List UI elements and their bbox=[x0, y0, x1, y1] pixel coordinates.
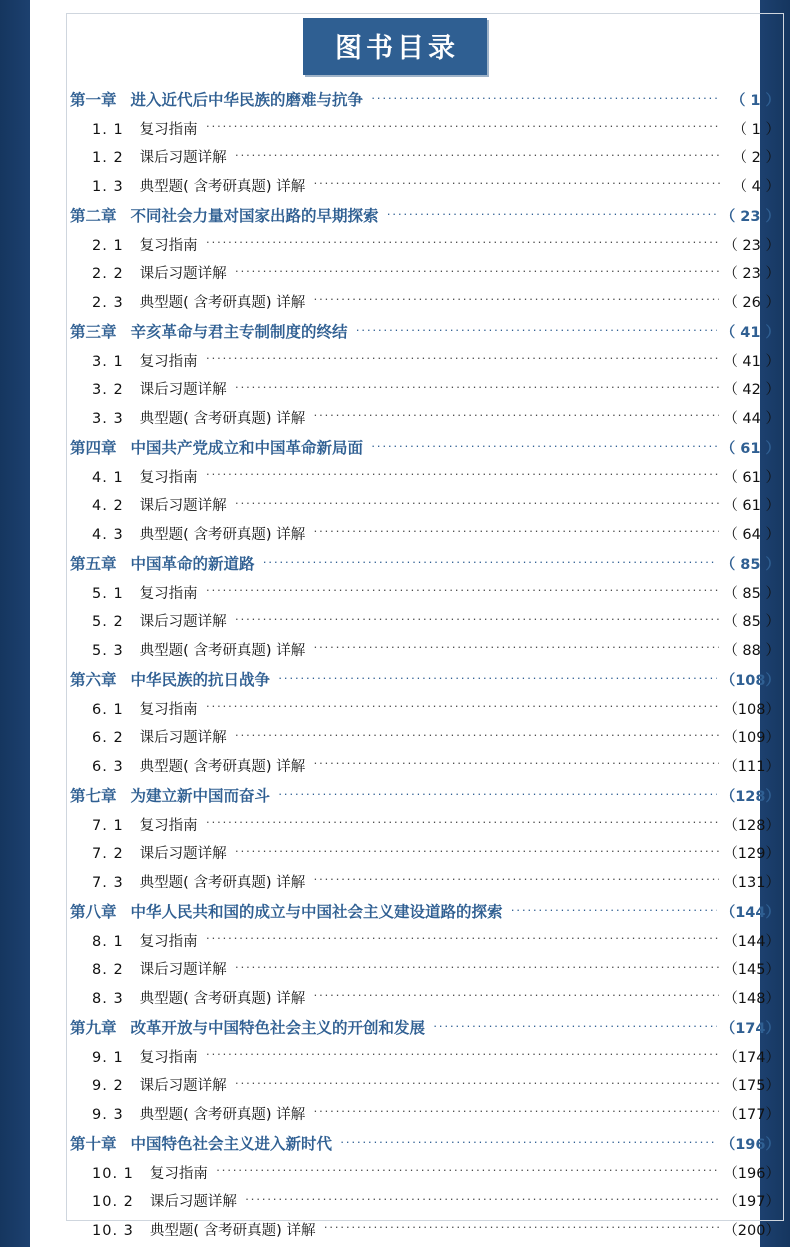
section-number: 1. 2 bbox=[92, 150, 124, 166]
dot-leader bbox=[313, 1103, 719, 1119]
toc-section-row[interactable] bbox=[70, 814, 780, 834]
section-title: 典型题( 含考研真题) 详解 bbox=[139, 410, 306, 427]
toc-section-row[interactable] bbox=[70, 639, 780, 659]
toc-section-row[interactable] bbox=[70, 1219, 780, 1239]
dot-leader bbox=[235, 610, 720, 626]
section-title: 典型题( 含考研真题) 详解 bbox=[139, 526, 306, 543]
section-page-number: （144） bbox=[723, 933, 780, 950]
chapter-page-number: （ 41 ） bbox=[720, 325, 780, 341]
dot-leader bbox=[235, 1074, 720, 1090]
section-title: 复习指南 bbox=[139, 353, 198, 370]
toc-chapter-row[interactable] bbox=[70, 553, 780, 573]
section-page-number: （129） bbox=[723, 846, 780, 862]
dot-leader bbox=[313, 755, 719, 771]
section-number: 4. 1 bbox=[92, 469, 124, 486]
dot-leader bbox=[206, 930, 720, 946]
section-page-number: （ 41 ） bbox=[723, 353, 780, 370]
chapter-title: 中华人民共和国的成立与中国社会主义建设道路的探索 bbox=[130, 903, 503, 921]
toc-chapter-row[interactable] bbox=[70, 785, 780, 805]
section-title: 课后习题详解 bbox=[139, 730, 227, 746]
toc-section-row[interactable] bbox=[70, 698, 780, 718]
section-page-number: （174） bbox=[723, 1049, 780, 1066]
dot-leader bbox=[235, 262, 720, 278]
toc-section-row[interactable] bbox=[70, 523, 780, 543]
chapter-title: 中国革命的新道路 bbox=[130, 555, 255, 573]
chapter-page-number: （108） bbox=[720, 673, 780, 689]
toc-section-row[interactable] bbox=[70, 494, 780, 514]
toc-chapter-row[interactable] bbox=[70, 1133, 780, 1153]
chapter-title: 不同社会力量对国家出路的早期探索 bbox=[130, 207, 379, 225]
dot-leader bbox=[340, 1133, 717, 1149]
section-number: 3. 3 bbox=[92, 410, 124, 427]
section-page-number: （148） bbox=[723, 990, 780, 1007]
toc-section-row[interactable] bbox=[70, 1162, 780, 1182]
chapter-title: 改革开放与中国特色社会主义的开创和发展 bbox=[130, 1019, 426, 1037]
chapter-title: 进入近代后中华民族的磨难与抗争 bbox=[130, 91, 364, 109]
dot-leader bbox=[206, 466, 720, 482]
section-number: 10. 3 bbox=[92, 1222, 134, 1239]
dot-leader bbox=[206, 118, 720, 134]
dot-leader bbox=[313, 407, 719, 423]
section-page-number: （ 26 ） bbox=[723, 294, 780, 311]
section-number: 7. 2 bbox=[92, 846, 124, 862]
dot-leader bbox=[313, 523, 719, 539]
dot-leader bbox=[313, 987, 719, 1003]
section-number: 3. 1 bbox=[92, 353, 124, 370]
section-number: 7. 1 bbox=[92, 817, 124, 834]
paper-sheet bbox=[30, 0, 780, 1247]
toc-section-row[interactable] bbox=[70, 930, 780, 950]
dot-leader bbox=[511, 901, 717, 917]
section-number: 8. 1 bbox=[92, 933, 124, 950]
dot-leader bbox=[313, 639, 719, 655]
section-title: 典型题( 含考研真题) 详解 bbox=[139, 178, 306, 195]
chapter-label: 第八章 bbox=[70, 903, 117, 921]
chapter-title: 为建立新中国而奋斗 bbox=[130, 787, 271, 805]
dot-leader bbox=[263, 553, 717, 569]
dot-leader bbox=[371, 89, 720, 105]
section-page-number: （145） bbox=[723, 962, 780, 978]
dot-leader bbox=[433, 1017, 717, 1033]
section-page-number: （ 2 ） bbox=[732, 150, 780, 166]
toc-chapter-row[interactable] bbox=[70, 321, 780, 341]
dot-leader bbox=[313, 175, 720, 191]
section-page-number: （ 23 ） bbox=[723, 237, 780, 254]
toc-chapter-row[interactable] bbox=[70, 1017, 780, 1037]
dot-leader bbox=[206, 582, 720, 598]
section-title: 课后习题详解 bbox=[139, 382, 227, 398]
section-page-number: （200） bbox=[723, 1222, 780, 1239]
toc-section-row[interactable] bbox=[70, 262, 780, 282]
toc-section-row[interactable] bbox=[70, 378, 780, 398]
chapter-label: 第十章 bbox=[70, 1135, 117, 1153]
chapter-title: 中华民族的抗日战争 bbox=[130, 671, 271, 689]
section-number: 10. 2 bbox=[92, 1194, 134, 1210]
section-title: 复习指南 bbox=[139, 469, 198, 486]
section-number: 9. 1 bbox=[92, 1049, 124, 1066]
chapter-label: 第四章 bbox=[70, 439, 117, 457]
dot-leader bbox=[206, 814, 720, 830]
section-page-number: （111） bbox=[723, 758, 780, 775]
section-page-number: （ 23 ） bbox=[723, 266, 780, 282]
section-page-number: （ 1 ） bbox=[732, 121, 780, 138]
section-title: 复习指南 bbox=[139, 121, 198, 138]
section-number: 8. 2 bbox=[92, 962, 124, 978]
section-title: 典型题( 含考研真题) 详解 bbox=[139, 294, 306, 311]
section-number: 1. 3 bbox=[92, 178, 124, 195]
section-page-number: （175） bbox=[723, 1078, 780, 1094]
chapter-page-number: （144） bbox=[720, 905, 780, 921]
section-number: 5. 2 bbox=[92, 614, 124, 630]
section-title: 课后习题详解 bbox=[139, 150, 227, 166]
dot-leader bbox=[356, 321, 717, 337]
section-page-number: （ 42 ） bbox=[723, 382, 780, 398]
section-title: 复习指南 bbox=[139, 701, 198, 718]
section-page-number: （ 61 ） bbox=[723, 498, 780, 514]
section-page-number: （131） bbox=[723, 874, 780, 891]
chapter-page-number: （ 1 ） bbox=[730, 93, 780, 109]
chapter-label: 第一章 bbox=[70, 91, 117, 109]
toc-chapter-row[interactable] bbox=[70, 205, 780, 225]
dot-leader bbox=[206, 698, 720, 714]
toc-section-row[interactable] bbox=[70, 1190, 780, 1210]
section-page-number: （ 85 ） bbox=[723, 585, 780, 602]
section-title: 课后习题详解 bbox=[139, 846, 227, 862]
toc-chapter-row[interactable] bbox=[70, 89, 780, 109]
chapter-label: 第七章 bbox=[70, 787, 117, 805]
page-title: 图书目录 bbox=[303, 18, 487, 75]
section-title: 课后习题详解 bbox=[139, 266, 227, 282]
toc-section-row[interactable] bbox=[70, 871, 780, 891]
section-title: 复习指南 bbox=[139, 237, 198, 254]
chapter-page-number: （174） bbox=[720, 1021, 780, 1037]
section-page-number: （ 4 ） bbox=[732, 178, 780, 195]
section-title: 典型题( 含考研真题) 详解 bbox=[139, 758, 306, 775]
dot-leader bbox=[313, 291, 719, 307]
chapter-page-number: （128） bbox=[720, 789, 780, 805]
section-number: 1. 1 bbox=[92, 121, 124, 138]
toc-section-row[interactable] bbox=[70, 1074, 780, 1094]
table-of-contents bbox=[70, 78, 780, 1240]
section-title: 典型题( 含考研真题) 详解 bbox=[139, 990, 306, 1007]
dot-leader bbox=[245, 1190, 719, 1206]
dot-leader bbox=[278, 669, 717, 685]
section-number: 7. 3 bbox=[92, 874, 124, 891]
toc-section-row[interactable] bbox=[70, 1046, 780, 1066]
dot-leader bbox=[278, 785, 717, 801]
toc-section-row[interactable] bbox=[70, 726, 780, 746]
section-number: 6. 1 bbox=[92, 701, 124, 718]
section-number: 4. 3 bbox=[92, 526, 124, 543]
section-page-number: （109） bbox=[723, 730, 780, 746]
section-number: 3. 2 bbox=[92, 382, 124, 398]
section-number: 5. 3 bbox=[92, 642, 124, 659]
toc-section-row[interactable] bbox=[70, 582, 780, 602]
section-title: 典型题( 含考研真题) 详解 bbox=[139, 642, 306, 659]
section-title: 复习指南 bbox=[149, 1165, 208, 1182]
dot-leader bbox=[235, 842, 720, 858]
section-page-number: （ 85 ） bbox=[723, 614, 780, 630]
chapter-label: 第九章 bbox=[70, 1019, 117, 1037]
toc-section-row[interactable] bbox=[70, 958, 780, 978]
chapter-label: 第二章 bbox=[70, 207, 117, 225]
dot-leader bbox=[387, 205, 717, 221]
toc-chapter-row[interactable] bbox=[70, 901, 780, 921]
toc-section-row[interactable] bbox=[70, 407, 780, 427]
section-page-number: （ 64 ） bbox=[723, 526, 780, 543]
chapter-page-number: （ 23 ） bbox=[720, 209, 780, 225]
dot-leader bbox=[323, 1219, 719, 1235]
chapter-label: 第三章 bbox=[70, 323, 117, 341]
toc-section-row[interactable] bbox=[70, 291, 780, 311]
section-title: 典型题( 含考研真题) 详解 bbox=[139, 1106, 306, 1123]
section-number: 2. 1 bbox=[92, 237, 124, 254]
chapter-label: 第五章 bbox=[70, 555, 117, 573]
section-number: 2. 2 bbox=[92, 266, 124, 282]
section-number: 4. 2 bbox=[92, 498, 124, 514]
section-number: 6. 3 bbox=[92, 758, 124, 775]
chapter-page-number: （196） bbox=[720, 1137, 780, 1153]
section-title: 复习指南 bbox=[139, 1049, 198, 1066]
section-page-number: （177） bbox=[723, 1106, 780, 1123]
dot-leader bbox=[371, 437, 717, 453]
toc-chapter-row[interactable] bbox=[70, 437, 780, 457]
dot-leader bbox=[313, 871, 719, 887]
toc-chapter-row[interactable] bbox=[70, 669, 780, 689]
section-number: 5. 1 bbox=[92, 585, 124, 602]
toc-section-row[interactable] bbox=[70, 842, 780, 862]
section-page-number: （ 61 ） bbox=[723, 469, 780, 486]
dot-leader bbox=[206, 1046, 720, 1062]
chapter-label: 第六章 bbox=[70, 671, 117, 689]
section-title: 课后习题详解 bbox=[139, 498, 227, 514]
toc-section-row[interactable] bbox=[70, 1103, 780, 1123]
section-title: 复习指南 bbox=[139, 585, 198, 602]
section-title: 复习指南 bbox=[139, 933, 198, 950]
section-title: 复习指南 bbox=[139, 817, 198, 834]
dot-leader bbox=[206, 350, 720, 366]
section-number: 2. 3 bbox=[92, 294, 124, 311]
toc-section-row[interactable] bbox=[70, 610, 780, 630]
section-page-number: （128） bbox=[723, 817, 780, 834]
chapter-page-number: （ 61 ） bbox=[720, 441, 780, 457]
section-title: 课后习题详解 bbox=[139, 614, 227, 630]
dot-leader bbox=[235, 958, 720, 974]
toc-section-row[interactable] bbox=[70, 234, 780, 254]
toc-section-row[interactable] bbox=[70, 350, 780, 370]
section-number: 6. 2 bbox=[92, 730, 124, 746]
dot-leader bbox=[235, 726, 720, 742]
section-title: 课后习题详解 bbox=[139, 1078, 227, 1094]
toc-section-row[interactable] bbox=[70, 146, 780, 166]
section-number: 10. 1 bbox=[92, 1165, 134, 1182]
toc-section-row[interactable] bbox=[70, 755, 780, 775]
section-title: 课后习题详解 bbox=[149, 1194, 237, 1210]
chapter-title: 中国共产党成立和中国革命新局面 bbox=[130, 439, 364, 457]
toc-section-row[interactable] bbox=[70, 987, 780, 1007]
section-page-number: （196） bbox=[723, 1165, 780, 1182]
toc-section-row[interactable] bbox=[70, 118, 780, 138]
section-title: 课后习题详解 bbox=[139, 962, 227, 978]
section-page-number: （ 88 ） bbox=[723, 642, 780, 659]
section-page-number: （ 44 ） bbox=[723, 410, 780, 427]
chapter-page-number: （ 85 ） bbox=[720, 557, 780, 573]
dot-leader bbox=[206, 234, 720, 250]
section-page-number: （197） bbox=[723, 1194, 780, 1210]
section-title: 典型题( 含考研真题) 详解 bbox=[149, 1222, 316, 1239]
chapter-title: 辛亥革命与君主专制制度的终结 bbox=[130, 323, 348, 341]
section-title: 典型题( 含考研真题) 详解 bbox=[139, 874, 306, 891]
chapter-title: 中国特色社会主义进入新时代 bbox=[130, 1135, 333, 1153]
toc-section-row[interactable] bbox=[70, 466, 780, 486]
section-page-number: （108） bbox=[723, 701, 780, 718]
section-number: 9. 2 bbox=[92, 1078, 124, 1094]
dot-leader bbox=[216, 1162, 719, 1178]
dot-leader bbox=[235, 146, 720, 162]
section-number: 8. 3 bbox=[92, 990, 124, 1007]
section-number: 9. 3 bbox=[92, 1106, 124, 1123]
toc-section-row[interactable] bbox=[70, 175, 780, 195]
dot-leader bbox=[235, 494, 720, 510]
dot-leader bbox=[235, 378, 720, 394]
